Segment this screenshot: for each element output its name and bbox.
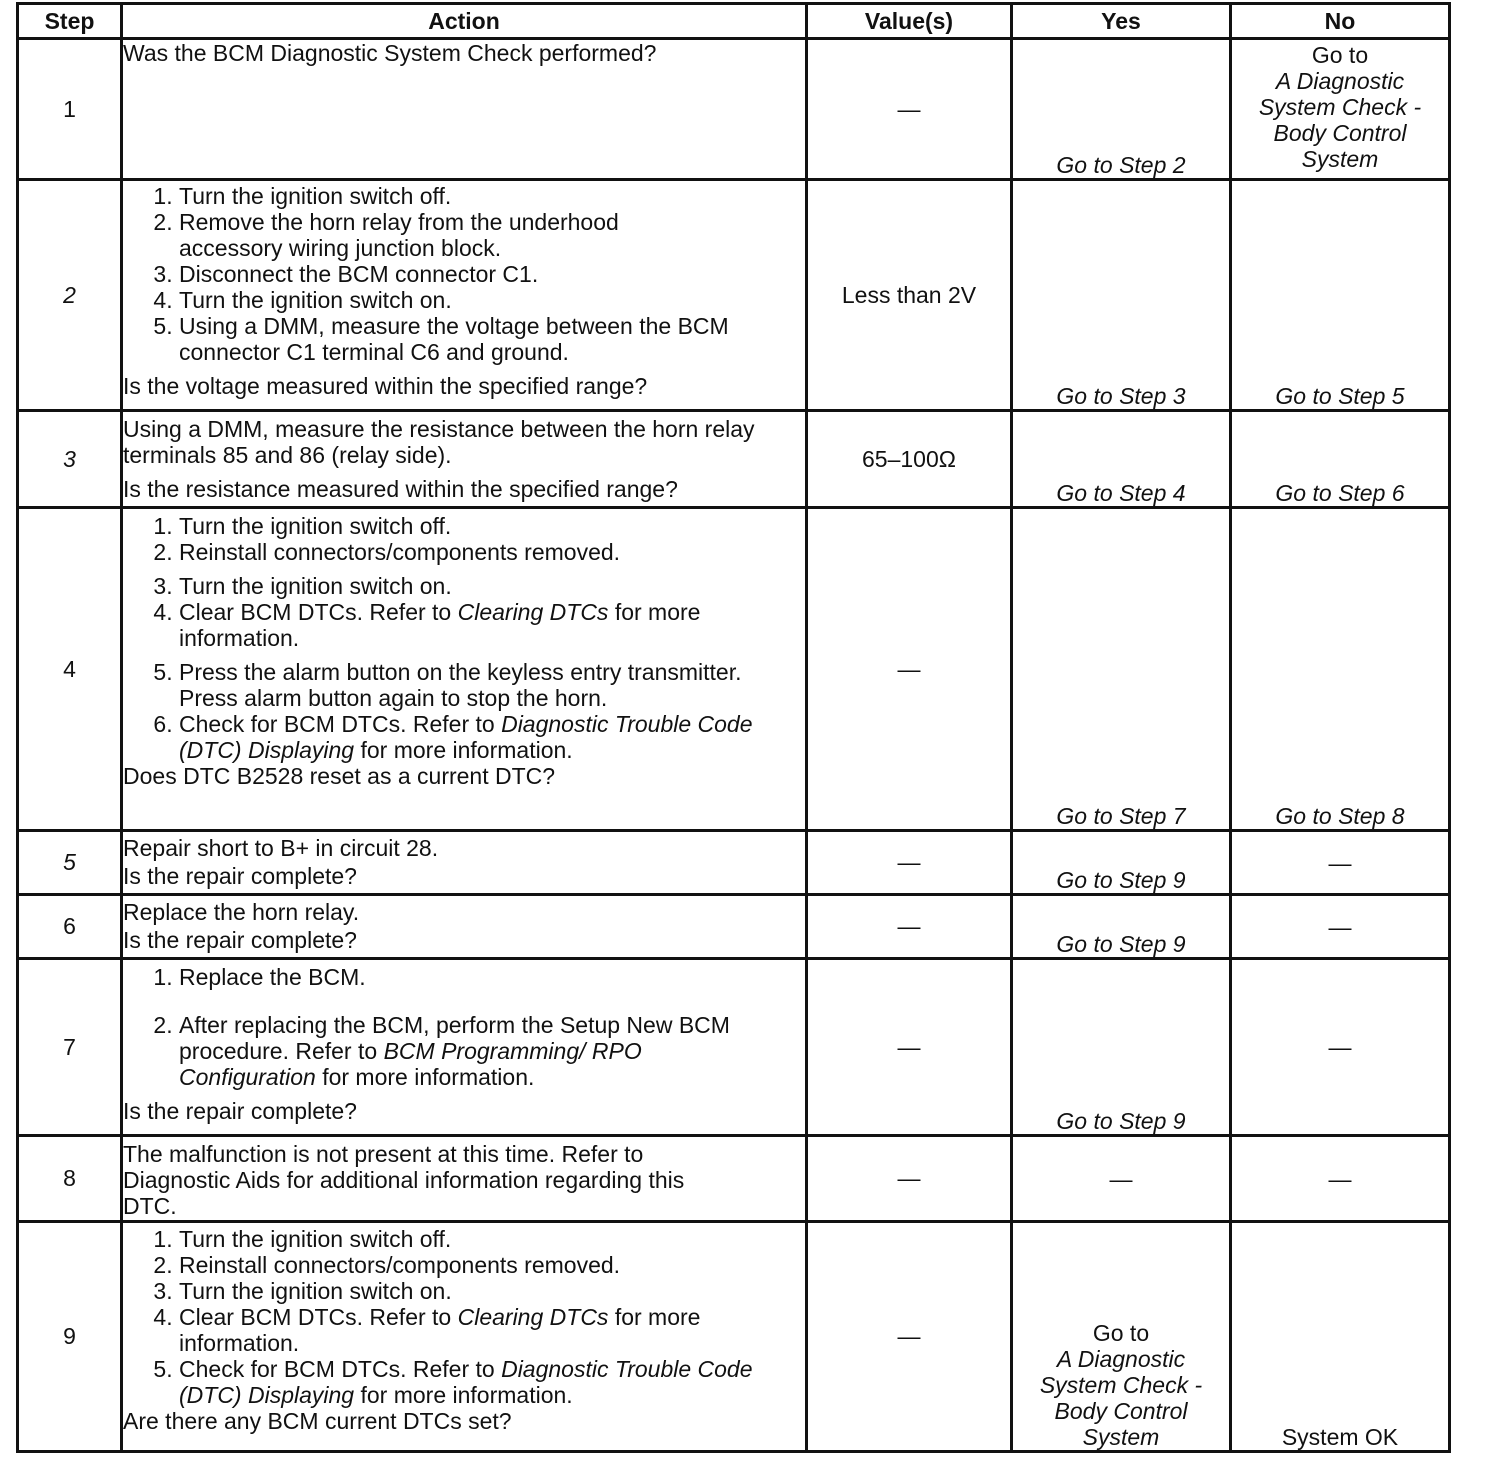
table-row — [18, 180, 1450, 411]
action-step-text: for more information. — [354, 1382, 573, 1408]
action-step: 4. Turn the ignition switch on. — [179, 287, 805, 313]
yes-cell: — — [1012, 1136, 1231, 1222]
value-cell: — — [807, 895, 1012, 959]
action-steps-list — [123, 183, 805, 365]
yes-cell: Go to Step 9 — [1012, 959, 1231, 1136]
table-row — [18, 39, 1450, 180]
value-cell: 65–100Ω — [807, 411, 1012, 508]
system-ok-text: System OK — [1281, 1424, 1399, 1450]
reference-clearing-dtcs: Clearing DTCs — [457, 1304, 609, 1330]
no-cell: — — [1231, 1136, 1450, 1222]
action-step: 3. Disconnect the BCM connector C1. — [179, 261, 805, 287]
value-cell: — — [807, 1136, 1012, 1222]
action-text: Repair short to B+ in circuit 28. — [123, 835, 439, 861]
table-row — [18, 1136, 1450, 1222]
action-step: 5. Press the alarm button on the keyless entry transmitter. Press alarm button again to stop the horn. — [179, 659, 805, 711]
yes-cell: Go to Step 7 — [1012, 508, 1231, 831]
header-yes: Yes — [1012, 4, 1231, 39]
goto-label: Go to — [1311, 42, 1369, 68]
action-step — [179, 599, 805, 651]
action-step-text: Check for BCM DTCs. Refer to — [179, 1356, 502, 1382]
action-step: 2. Reinstall connectors/components removed. — [179, 1252, 805, 1278]
value-cell: — — [807, 831, 1012, 895]
action-step-text: for more information. — [354, 737, 573, 763]
table-row — [18, 831, 1450, 895]
action-step: 1. Turn the ignition switch off. — [179, 1226, 805, 1252]
step-number: 6 — [18, 895, 122, 959]
yes-cell: Go to Step 9 — [1012, 895, 1231, 959]
action-step — [179, 711, 805, 763]
action-text: Replace the horn relay. — [123, 899, 360, 925]
step-number: 5 — [18, 831, 122, 895]
no-cell: Go to Step 8 — [1231, 508, 1450, 831]
step-number: 8 — [18, 1136, 122, 1222]
step-number: 2 — [18, 180, 122, 411]
header-values: Value(s) — [807, 4, 1012, 39]
yes-cell — [1012, 1222, 1231, 1452]
diagnostic-table — [16, 2, 1451, 1453]
header-no: No — [1231, 4, 1450, 39]
action-cell — [122, 508, 807, 831]
action-cell — [122, 411, 807, 508]
action-step — [179, 1304, 805, 1356]
step-number: 4 — [18, 508, 122, 831]
no-cell — [1231, 1222, 1450, 1452]
action-text: The malfunction is not present at this time. Refer to Diagnostic Aids for additional information regarding this DTC. — [123, 1141, 685, 1219]
reference-dtc-displaying: Diagnostic Trouble Code (DTC) Displaying — [179, 711, 753, 763]
action-question: Does DTC B2528 reset as a current DTC? — [123, 763, 556, 789]
action-step: 1. Turn the ignition switch off. — [179, 513, 805, 539]
action-step-text: Clear BCM DTCs. Refer to — [179, 1304, 458, 1330]
reference-bcm-programming: BCM Programming/ RPO Configuration — [179, 1038, 642, 1090]
value-cell: — — [807, 1222, 1012, 1452]
value-cell: — — [807, 39, 1012, 180]
table-row — [18, 508, 1450, 831]
action-question: Is the resistance measured within the specified range? — [123, 476, 678, 502]
yes-cell: Go to Step 4 — [1012, 411, 1231, 508]
table-row — [18, 959, 1450, 1136]
action-step: 1. Replace the BCM. — [179, 964, 805, 990]
value-cell: — — [807, 959, 1012, 1136]
action-cell — [122, 895, 807, 959]
action-steps-list — [123, 513, 805, 763]
action-cell — [122, 1136, 807, 1222]
action-step: 3. Turn the ignition switch on. — [179, 1278, 805, 1304]
action-cell — [122, 831, 807, 895]
no-cell: — — [1231, 831, 1450, 895]
no-cell: — — [1231, 959, 1450, 1136]
no-cell: Go to Step 5 — [1231, 180, 1450, 411]
value-cell: — — [807, 508, 1012, 831]
action-steps-list — [123, 964, 805, 1090]
table-row — [18, 895, 1450, 959]
header-action: Action — [122, 4, 807, 39]
action-question: Is the repair complete? — [123, 927, 357, 953]
action-cell — [122, 1222, 807, 1452]
goto-reference: A Diagnostic System Check - Body Control System — [1039, 1346, 1203, 1450]
goto-reference: A Diagnostic System Check - Body Control System — [1258, 68, 1422, 172]
action-step — [179, 1012, 805, 1090]
action-cell — [122, 39, 807, 180]
no-cell: Go to Step 6 — [1231, 411, 1450, 508]
action-step — [179, 1356, 805, 1408]
action-step: 3. Turn the ignition switch on. — [179, 573, 805, 599]
no-cell — [1231, 39, 1450, 180]
action-text: Using a DMM, measure the resistance between the horn relay terminals 85 and 86 (relay side). — [123, 416, 755, 468]
yes-cell: Go to Step 2 — [1012, 39, 1231, 180]
action-step-text: After replacing the BCM, perform the Setup New BCM procedure. Refer to — [179, 1012, 730, 1064]
reference-dtc-displaying: Diagnostic Trouble Code (DTC) Displaying — [179, 1356, 753, 1408]
no-cell: — — [1231, 895, 1450, 959]
action-step-text: for more information. — [179, 599, 701, 651]
value-cell: Less than 2V — [807, 180, 1012, 411]
goto-label: Go to — [1092, 1320, 1150, 1346]
action-step-text: Clear BCM DTCs. Refer to — [179, 599, 458, 625]
reference-clearing-dtcs: Clearing DTCs — [457, 599, 609, 625]
action-step: 5. Using a DMM, measure the voltage between the BCM connector C1 terminal C6 and ground. — [179, 313, 805, 365]
header-row — [18, 4, 1450, 39]
action-step: 2. Remove the horn relay from the underhood accessory wiring junction block. — [179, 209, 805, 261]
step-number: 3 — [18, 411, 122, 508]
action-step: 2. Reinstall connectors/components removed. — [179, 539, 805, 565]
header-step: Step — [18, 4, 122, 39]
action-step-text: Check for BCM DTCs. Refer to — [179, 711, 502, 737]
yes-cell: Go to Step 9 — [1012, 831, 1231, 895]
action-question: Is the repair complete? — [123, 1098, 357, 1124]
step-number: 9 — [18, 1222, 122, 1452]
action-question: Are there any BCM current DTCs set? — [123, 1408, 512, 1434]
action-cell — [122, 180, 807, 411]
action-question: Is the repair complete? — [123, 863, 357, 889]
action-step-text: for more information. — [179, 1304, 701, 1356]
action-question: Was the BCM Diagnostic System Check performed? — [123, 40, 657, 66]
table-row — [18, 1222, 1450, 1452]
step-number: 1 — [18, 39, 122, 180]
action-step: 1. Turn the ignition switch off. — [179, 183, 805, 209]
yes-cell: Go to Step 3 — [1012, 180, 1231, 411]
action-cell — [122, 959, 807, 1136]
action-step-text: for more information. — [315, 1064, 535, 1090]
action-steps-list — [123, 1226, 805, 1408]
step-number: 7 — [18, 959, 122, 1136]
action-question: Is the voltage measured within the specified range? — [123, 373, 648, 399]
table-row — [18, 411, 1450, 508]
